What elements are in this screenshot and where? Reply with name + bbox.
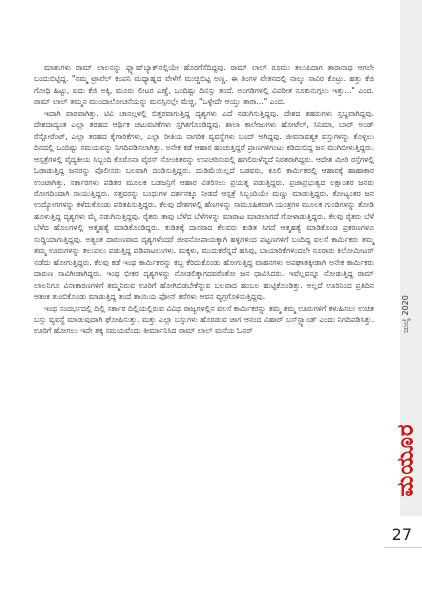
article-paragraph: ಇಂಥ ಸಂದರ್ಭದಲ್ಲಿ ದಿಲ್ಲಿ ಸರ್ಕಾರ ದಿಲ್ಲಿಯಲ್ಲಿರುವ ವಿವಿಧ ರಾಜ್ಯಗಳಲ್ಲಿನ ವಲಸೆ ಕಾರ್ಮಿಕರನ್ನು ತಮ್ಮ ತಮ್ಮ ಊರುಗಳಿಗೆ ಕಳುಹಿಸಲು ಉಚಿತ ಬಸ್ಸು ವ್ಯವಸ್ಥೆ ಮಾಡುವುದಾಗಿ ಘೋಷಿಸುತ್ತು. ಮತ್ತು ಎಲ್ಲಾ ಬಸ್ಸುಗಳು ಹೊರಡುವ ಜಾಗ ಆನಂದ ವಿಹಾರ್ ಬಸ್‌ಸ್ಟ್ಯಾಂಡ್ ಎಂದು ನಿಗದಿಪಡಿಸಿತ್ತು. ಊರಿಗೆ ಹೋಗಲು ಇದೇ ತಕ್ಕ ಸಮಯವೆಂದು ತೀರ್ಮಾನಿಸಿದ ರಾಮ್ ಲಾಲ್ ಮನೆಯ ಓನರ್ bbox=[34, 303, 374, 336]
magazine-logo bbox=[391, 385, 421, 535]
article-body bbox=[34, 62, 374, 337]
side-strip bbox=[384, 0, 422, 600]
article-paragraph: ಇದಾಗಿ ವಾರವಾಗಿತ್ತು. ಟಿವಿ ಚಾನಲ್ಗಳಲ್ಲಿ ಬಿತ್ತರವಾಗುತ್ತಿದ್ದ ದೃಶ್ಯಗಳು ಎದೆ ನಡುಗಿಸುತ್ತಿದ್ದವು. ದೇಶದ ಶಹರುಗಳು ಸ್ತಬ್ದವಾಗಿದ್ದವು. ದೇಶದಾದ್ಯಂತ ಎಲ್ಲಾ ತರಹದ ಆರ್ಥಿಕ ಚಟುವಟಿಕೆಗಳು ಸ್ತಗಿತಗೊಂಡಿದ್ದವು. ಶಾಲಾ ಕಾಲೇಜುಗಳು ಹೋಟೆಲ್, ಸಿನಿಮಾ, ಬಾರ್ ಅಂಡ್ ರೆಸ್ಟೋರೆಂಟ್, ಎಲ್ಲಾ ತರಹದ ಕೈಗಾರಿಕೆಗಳು, ಎಲ್ಲಾ ರೀತಿಯ ನಾಗರಿಕ ವ್ಯವಸ್ಥೆಗಳು ಬಂದ್ ಆಗಿದ್ದವು. ಜೀವನಾವಶ್ಯಕ ವಸ್ತುಗಳನ್ನು ಕೊಳ್ಳಲು ದಿನದಲ್ಲಿ ಒಂದಿಷ್ಟು ಸಮಯವನ್ನು ನಿಗದಿಪಡಿಸಲಾಗಿತ್ತು. ಅನೇಕ ಕಡೆ ಆಹಾರ ಹಂಚುತ್ತಿದ್ದರೆ ಪ್ರಾಣಗಳಿಗಂಟು ಕಡಿದುಬಿದ್ದ ಜನ ಮುಗಿಬೀಳುತ್ತಿದ್ದರು. ಆಸ್ಪತ್ರೆಗಳಲ್ಲಿ ವೈದ್ಯಕೀಯ ಸಿಬ್ಬಂದಿ ಕೊರೊನಾ ವೈರಸ್ ಸೋಂಕಿತರನ್ನು ಉಪಚರಿಸುವಲ್ಲಿ ಹಗಲಿರುಳೆನ್ನದೆ ನಿರತರಾಗಿದ್ದರು. ಆದೇಶ ಮೀರಿ ರಸ್ತೆಗಳಲ್ಲಿ ಓಡಾಡುತ್ತಿದ್ದ ಜನರನ್ನು ಪೊಲೀಸರು ಬಲವಾಗಿ ದಂಡಿಸುತ್ತಿದ್ದರು. ದುಡಿಮೆಯಿಲ್ಲದೆ ಬಡವರು, ಕೂಲಿ ಕಾರ್ಮಿಕರಲ್ಲಿ ಆಹಾರಕ್ಕೆ ಹಾಹಾಕಾರ ಉಂಟಾಗಿತ್ತು. ಸರ್ಕಾರಗಳು ಪಡಿತರ ಮೂಲಕ ಬಡಜನ್ರಿಗೆ ಆಹಾರ ವಿತರಿಸಲು ಪ್ರಯತ್ನ ಪಡುತ್ತಿದ್ದರು. ಪ್ರಜಾಪ್ರಭುತ್ವದ ಲಕ್ಷಾಂತರ ಜನರು ರೋಗದಿಂದಾಗಿ ಸಾಯುತ್ತಿದ್ದರು. ಸತ್ತವರನ್ನು ಬಂಧುಗಳ ದರ್ಶನಕ್ಕೂ ನೀಡದೆ ಆಸ್ಪತ್ರೆ ಸಿಬ್ಬಂದಿಯೇ ಮಣ್ಣು ಮಾಡುತ್ತಿದ್ದರು. ಕೋಟ್ಯಂತರ ಜನ ಉದ್ಯೋಗಗಳನ್ನು ಕಳೆದುಕೊಂಡು ಪರಿತಪಿಸುತ್ತಿದ್ದರು. ಕೆಲವು ದೇಶಗಳಲ್ಲಿ ಹೆಣಗಳನ್ನು ಸಾಮೂಹಿಕವಾಗಿ ಯಂತ್ರಗಳ ಮೂಲಕ ಗುಂಡಿಗಳನ್ನು ತೋಡಿ ಹೂಳುತ್ತಿದ್ದ ದೃಶ್ಯಗಳು ಮೈ ನಡುಗಿಸುತ್ತಿದ್ದವು. ರೈತರು ತಾವು ಬೆಳೆದ ಬೆಳೆಗಳನ್ನು ಮಾರಾಟ ಮಾಡಲಾಗದೆ ಗೋಳಾಡುತ್ತಿದ್ದರು. ಕೆಲವು ರೈತರು ಬೆಳೆ ಬೆಳೆದ ಹೊಲಗಳಲ್ಲಿ ಆತ್ಮಹತ್ಯೆ ಮಾಡಿಕೊಂಡಿದ್ದರು. ಕುಡಿತಕ್ಕೆ ದಾಸರಾದ ಕೆಲವರು ಕುಡಿತ ಸಿಗದೆ ಆತ್ಮಹತ್ಯೆ ಮಾಡಿಕೊಂಡ ಪ್ರಕರಣಗಳೂ ಸುದ್ದಿಯಾಗುತ್ತಿದ್ದವು. ಅತ್ಯಂತ ದಾರುಣವಾದ ದೃಶ್ಯಗಳೆಂದರೆ ಜೀವನೋಪಾಯಕ್ಕಾಗಿ ಹಳ್ಳಿಗಳಿಂದ ಪಟ್ಟಣಗಳಿಗೆ ಬಂದಿದ್ದ ವಲಸೆ ಕಾರ್ಮಿಕರು ತಮ್ಮ ತಮ್ಮ ಊರುಗಳನ್ನು ತಲುಪಲು ಪಡುತ್ತಿದ್ದ ಪಡಿಪಾಟಲುಗಳು. ಮಕ್ಕಳು, ಮುದುಕರೆನ್ನದೆ ಹಸಿವು, ಬಾಯಾರಿಕೆಗಳಿಂದಲೇ ನೂರಾರು ಕಿಲೋಮೀಟರ್ ನಡೆದು ಹೋಗುತ್ತಿದ್ದರು. ಕೆಲವು ಕಡೆ ಇಂಥ ಕಾರ್ಮಿಕರನ್ನು ಕಬ್ಬ ಕೆರಿದುಕೊಂಡು ಹೋಗುತ್ತಿದ್ದ ವಾಹನಗಳು ಅಪಘಾತಕ್ಕೀಡಾಗಿ ಅನೇಕ ಕಾರ್ಮಿಕರು ದಾರುಣ ಸಾವಿಗೀಡಾಗಿದ್ದರು. ಇಂಥ ಭೀಕರ ದೃಶ್ಯಗಳನ್ನು ನೋಡಲಿಕ್ಕಾಗದವರೆಂತೋ ಜನ ಧಾವಿಸಿದರು. ಇವೆಲ್ಲವನ್ನೂ ನೋಡುತ್ತಿದ್ದ ರಾಮ್ ಲಾಲನಿಗೂ ವಿನಾಕಾರಣಗಳಿಗೆ ತಮ್ಮನಿರುವ ಊರಿಗೆ ಹೋಗಿಬಿಡಬೇಕೆನ್ನುವ ಬಲವಾದ ಹಂಬಲ ಹುಟ್ಟಿಕೊಂಡಿತ್ತು. ಅಲ್ಲದೆ ಊರಿನಿಂದ ಪ್ರತಿದಿನ ಆತಂಕ ತುಂಬಿಕೊಂಡು ಮಾಡುತ್ತಿದ್ದ ತಂದೆ ತಾಯಿಯ ಫೋನ್ ಕರೆಗಳು ಆವನ ವ್ಯಗ್ರಗೊಳಿಸುತ್ತಿದ್ದವು. bbox=[34, 108, 374, 302]
article-paragraph: ಮಾತುಗಳು ರಾಮ್ ಲಾಲನನ್ನು ಫ್ಲ್ಯಾಷ್‌ಬ್ಯಾಕ್‌ನಲ್ಲಿಯೇ ಹೊರಗೆಸೆದಿದ್ದವು. ರಾಮ್ ಲಾಲ್ ರೂಮು ತಲುಪಿದಾಗ ತಾರಾನಾಥ ಆಗಲೇ ಬಂದುಬಿಟ್ಟಿದ್ದ. "ನಮ್ಮ ಟ್ರಾವೆಲ್ ಕಂಪನಿ ಮಧ್ಯಾಹ್ನದ ವೇಳೆಗೆ ಮುಚ್ಚಿಬಿಟ್ಟ ಅಣ್ಣ. ಈ ತಿಂಗಳ ವೇತನದಲ್ಲಿ ನಾಲ್ಕು ಸಾವಿರ ಕೊಟ್ರು. ಹತ್ತು ಕೆಜಿ ಗೋಧಿ ಹಿಟ್ಟು, ಐದು ಕೆಜಿ ಅಕ್ಕಿ, ಮೂರು ಲೀಟರ ಎಣ್ಣೆ, ಒಂದಿಷ್ಟು ದಿನಸ್ಸು ತಂದೆ. ಅಂಗಡಿಗಳಲ್ಲಿ ವಿಪರೀತ ನೂಕುನುಗ್ಗಲು ಇತ್ತು..." ಎಂದ. ರಾಮ್ ಲಾಲ್ ತಮ್ಮನ ಮುಂದಾಲೋಚನೆಯನ್ನು ಮನಸ್ಸಿನಲ್ಲೇ ಮೆಚ್ಚಿ, "ಒಳ್ಳೇದೇ ಆಯ್ತು ತಾರಾ..." ಎಂದ. bbox=[34, 63, 374, 107]
divider bbox=[384, 547, 422, 548]
page-number: 27 bbox=[391, 525, 412, 544]
magazine-logo-text: ಮಯೂರ bbox=[393, 423, 420, 497]
issue-date bbox=[396, 276, 416, 352]
issue-date-text: ಜುಲೈ 2020 bbox=[401, 295, 411, 333]
